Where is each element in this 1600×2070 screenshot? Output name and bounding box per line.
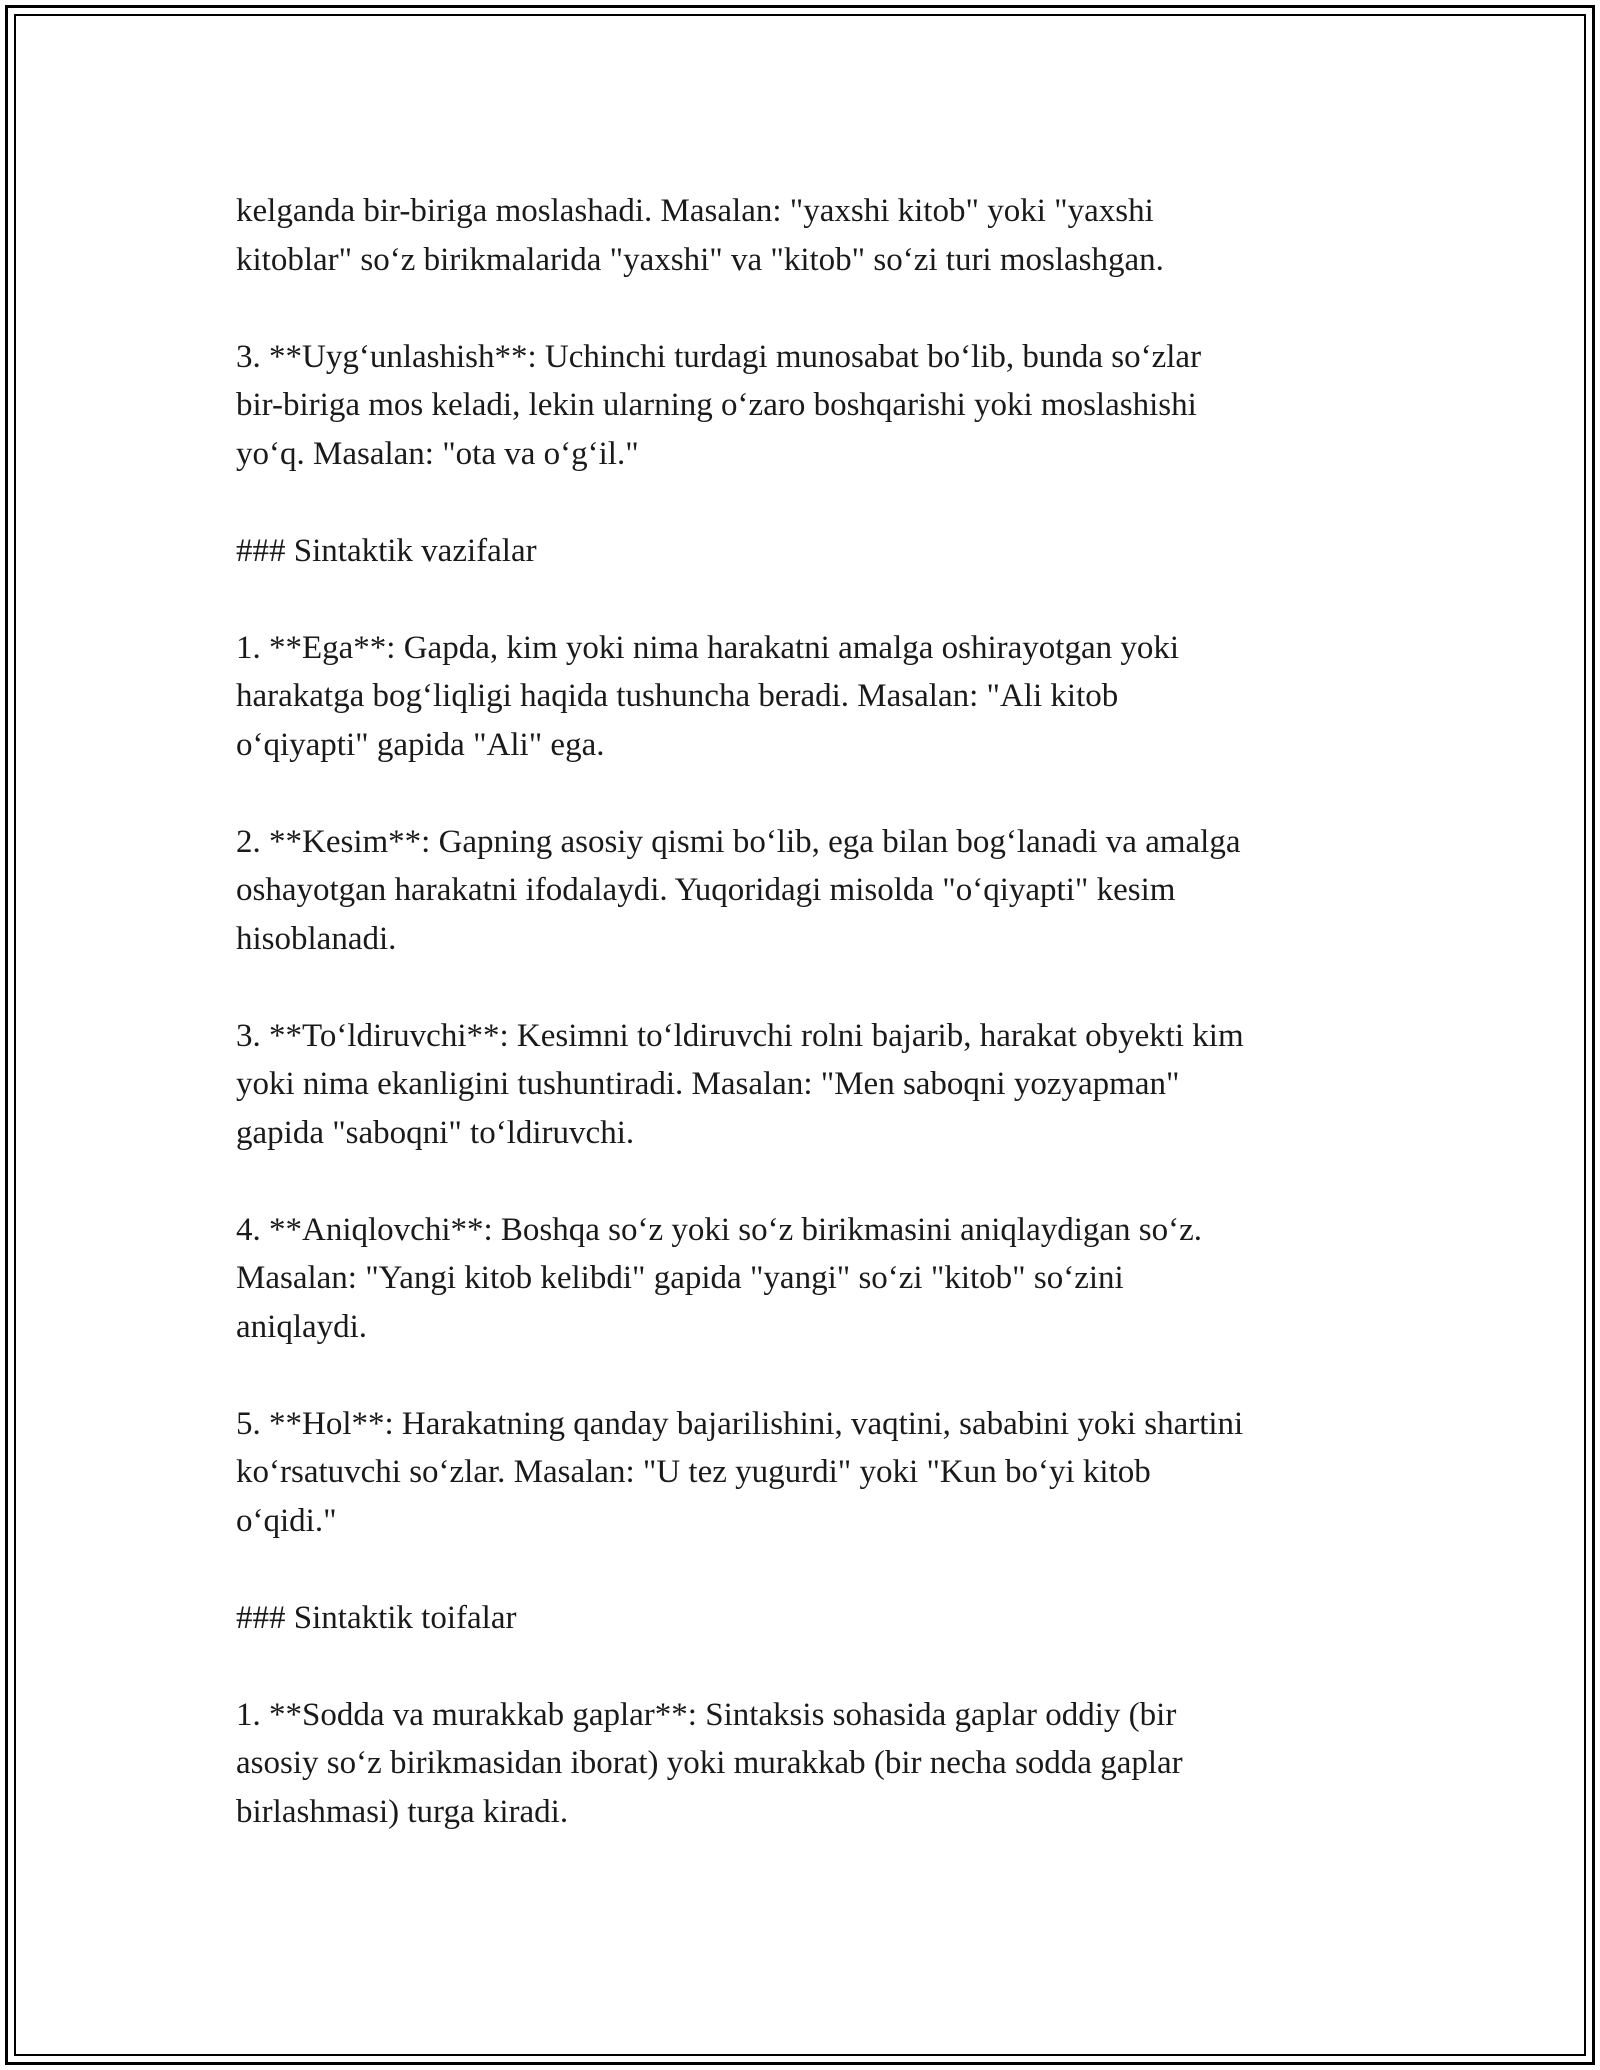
paragraph-sodda-murakkab: 1. **Sodda va murakkab gaplar**: Sintaksis sohasida gaplar oddiy (bir asosiy so‘z birikmasidan iborat) yoki murakkab (bir necha sodda gaplar birlashmasi) turga kiradi. [236,1696,1183,1830]
document-body [236,187,1386,1885]
paragraph-aniqlovchi: 4. **Aniqlovchi**: Boshqa so‘z yoki so‘z birikmasini aniqlaydigan so‘z. Masalan: "Yangi kitob kelibdi" gapida "yangi" so‘zi "kitob" so‘zini aniqlaydi. [236,1211,1203,1345]
paragraph-moslashuv-continuation: kelganda bir-biriga moslashadi. Masalan: "yaxshi kitob" yoki "yaxshi kitoblar" so‘z birikmalarida "yaxshi" va "kitob" so‘zi turi moslashgan. [236,193,1164,278]
paragraph-kesim: 2. **Kesim**: Gapning asosiy qismi bo‘lib, ega bilan bog‘lanadi va amalga oshayotgan harakatni ifodalaydi. Yuqoridagi misolda "o‘qiyapti" kesim hisoblanadi. [236,823,1241,957]
paragraph-uygunlashish: 3. **Uyg‘unlashish**: Uchinchi turdagi munosabat bo‘lib, bunda so‘zlar bir-biriga mos keladi, lekin ularning o‘zaro boshqarishi yoki moslashishi yo‘q. Masalan: "ota va o‘g‘il." [236,338,1202,472]
paragraph-hol: 5. **Hol**: Harakatning qanday bajarilishini, vaqtini, sababini yoki shartini ko‘rsatuvchi so‘zlar. Masalan: "U tez yugurdi" yoki "Kun bo‘yi kitob o‘qidi." [236,1405,1244,1539]
heading-sintaktik-toifalar: ### Sintaktik toifalar [236,1599,517,1636]
paragraph-ega: 1. **Ega**: Gapda, kim yoki nima harakatni amalga oshirayotgan yoki harakatga bog‘liqligi haqida tushuncha beradi. Masalan: "Ali kitob o‘qiyapti" gapida "Ali" ega. [236,629,1180,763]
paragraph-toldiruvchi: 3. **To‘ldiruvchi**: Kesimni to‘ldiruvchi rolni bajarib, harakat obyekti kim yoki nima ekanligini tushuntiradi. Masalan: "Men saboqni yozyapman" gapida "saboqni" to‘ldiruvchi. [236,1017,1244,1151]
heading-sintaktik-vazifalar: ### Sintaktik vazifalar [236,532,537,569]
